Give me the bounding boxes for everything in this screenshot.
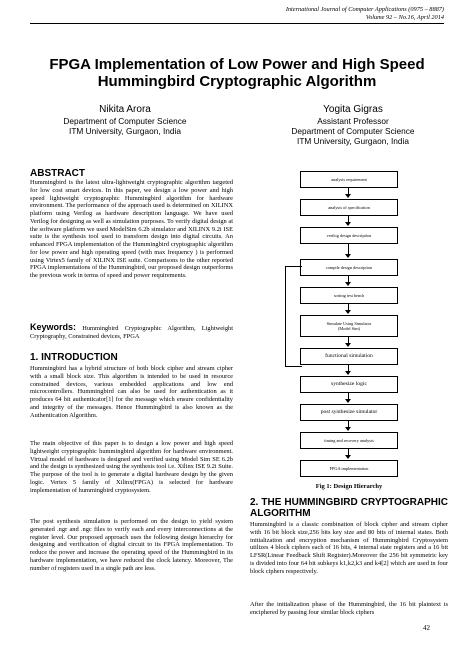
author-affiliation: ITM University, Gurgaon, India: [69, 126, 181, 136]
flow-box-analysis-specification: analysis of specification: [300, 199, 398, 216]
page-number: 42: [423, 624, 430, 632]
flow-box-post-synthesize: post synthesize simulator: [300, 404, 398, 421]
journal-name: International Journal of Computer Applications (0975 – 8887): [285, 6, 444, 13]
flow-box-simulate: Simulate Using Simulator (Model Sim): [300, 315, 398, 337]
flow-box-functional-simulation: functional simulation: [300, 348, 398, 365]
flow-arrow: [348, 187, 349, 197]
flow-arrow: [348, 392, 349, 402]
section2-paragraph-1: Hummingbird is a classic combination of block cipher and stream cipher with 16 bit block size,256 bits key size and 80 bits of internal states. Both initialization and encryption mechanism of Hummingbird Cryptosystem utilizes 4 block ciphers each of 16 bits, 4 internal state registers and a 16 bit LFSR(Linear Feedback Shift Register).Moreover the 256 bit symmetric key is divided into four 64 bit subkeys k1,k2,k3 and k4[2] which are used in four block ciphers respectively.: [250, 521, 448, 575]
figure-caption: Fig 1: Design Hierarchy: [315, 483, 383, 490]
flow-box-sorting-test-bench: sorting test bench: [300, 287, 398, 304]
keywords-block: [30, 324, 233, 341]
paper-title: FPGA Implementation of Low Power and High Speed Hummingbird Cryptographic Algorithm: [49, 56, 425, 90]
flow-arrow: [348, 275, 349, 285]
flow-box-analysis-requirement: analysis requirement: [300, 171, 398, 188]
section2: [250, 497, 448, 575]
section2-paragraph-2: After the initialization phase of the Hummingbird, the 16 bit plaintext is enciphered by passing four similar block ciphers: [250, 601, 448, 616]
intro-heading: 1. INTRODUCTION: [30, 352, 118, 363]
flow-arrow: [348, 336, 349, 346]
author-block-2: [258, 104, 448, 146]
intro-paragraph-2: The main objective of this paper is to design a low power and high speed lightweight cryptographic hummingbird algorithm for hardware environment. Virtual model of hardware is designed and verified using Model Sim SE 6.2b and the design is synthesized using the synthesis tool i.e. Xilinx ISE 9.2i Suite. The purpose of the tool is to generate a digital hardware design by the given logic. Vertex 5 family of Xilinx(FPGA) is selected for hardware implementation of hummingbird cryptosystem.: [30, 440, 233, 494]
abstract-text: Hummingbird is the latest ultra-lightweight cryptographic algorithm targeted for low cost smart devices. In this paper, we design a low power and high speed lightweight cryptographic Hummingbird algorithm for hardware environment. The performance of the approach used is determined on XILINX platform using Verilog as hardware description language. We have used Verilog for designing as well as simulation purposes. To verify digital design at the software platform we used ModelSim 6.2b simulator and XILINX 9.2i ISE suite is the synthesis tool used to transform design into digital circuits. An enhanced FPGA implementation of the Hummingbird cryptographic algorithm for low power and high operating speed (with max frequency ) is performed using Virtex5 family of XILINX ISE suite. Comparisons to the other reported FPGA implementations of the Hummingbird, our proposed design outperforms the previous work in terms of speed and power requirements.: [30, 179, 233, 279]
flow-box-timing-recovery: timing and recovery analysis: [300, 432, 398, 449]
flow-box-fpga-implementation: FPGA implementation: [300, 460, 398, 477]
keywords-label: Keywords:: [30, 322, 77, 332]
flow-arrow: [348, 243, 349, 257]
flow-box-compile-design: compile design description: [300, 259, 398, 276]
author-name: Yogita Gigras: [323, 104, 383, 115]
intro-paragraph-1: Hummingbird has a hybrid structure of both block cipher and stream cipher with a small block size. This algorithm is intended to be used in resource constrained devices, various embedded applications and low end microcontrollers. Hummingbird can also be used for authentication as it produces 64 bit authenticator[1] for the message which ensure confidentiality and integrity of the messages. Hence Hummingbird is also known as the Authentication Algorithm.: [30, 365, 233, 419]
flow-arrow: [348, 303, 349, 313]
author-title: Assistant Professor: [317, 116, 389, 126]
running-header: [286, 6, 444, 22]
keywords-text: Hummingbird Cryptographic Algorithm, Lightweight Cryptography, Constrained devices, FPGA: [30, 325, 233, 340]
left-column: [30, 168, 233, 280]
intro-section: [30, 352, 233, 419]
flow-feedback-loop: [285, 266, 302, 367]
flow-arrow: [348, 364, 349, 374]
header-rule: [30, 23, 444, 24]
volume-info: Volume 92 – No.16, April 2014: [365, 14, 444, 21]
section2-heading: 2. THE HUMMINGBIRD CRYPTOGRAPHIC ALGORITHM: [250, 497, 448, 519]
flow-arrow: [348, 448, 349, 458]
design-hierarchy-flowchart: [280, 163, 420, 483]
flow-box-synthesize-logic: synthesize logic: [300, 376, 398, 393]
flow-arrow: [348, 420, 349, 430]
flow-box-verilog-design: verilog design description: [300, 227, 398, 244]
author-name: Nikita Arora: [99, 104, 151, 115]
author-affiliation: Department of Computer Science: [291, 126, 415, 136]
intro-paragraph-3: The post synthesis simulation is performed on the design to yield system generated .ngr and .ngc files to verify each and every interconnections at the register level. Our proposed approach uses the following design hierarchy for designing and verification of digital circuit to its FPGA implementation. To reduce the power and increase the operating speed of the Hummingbird in its hardware implementation, we have reduced the clock latency. Moreover, The number of registers used in a single path are less.: [30, 518, 233, 572]
author-affiliation: ITM University, Gurgaon, India: [297, 136, 409, 146]
author-block-1: [30, 104, 220, 136]
author-affiliation: Department of Computer Science: [63, 116, 187, 126]
abstract-heading: ABSTRACT: [30, 168, 85, 179]
flow-arrow: [348, 215, 349, 225]
